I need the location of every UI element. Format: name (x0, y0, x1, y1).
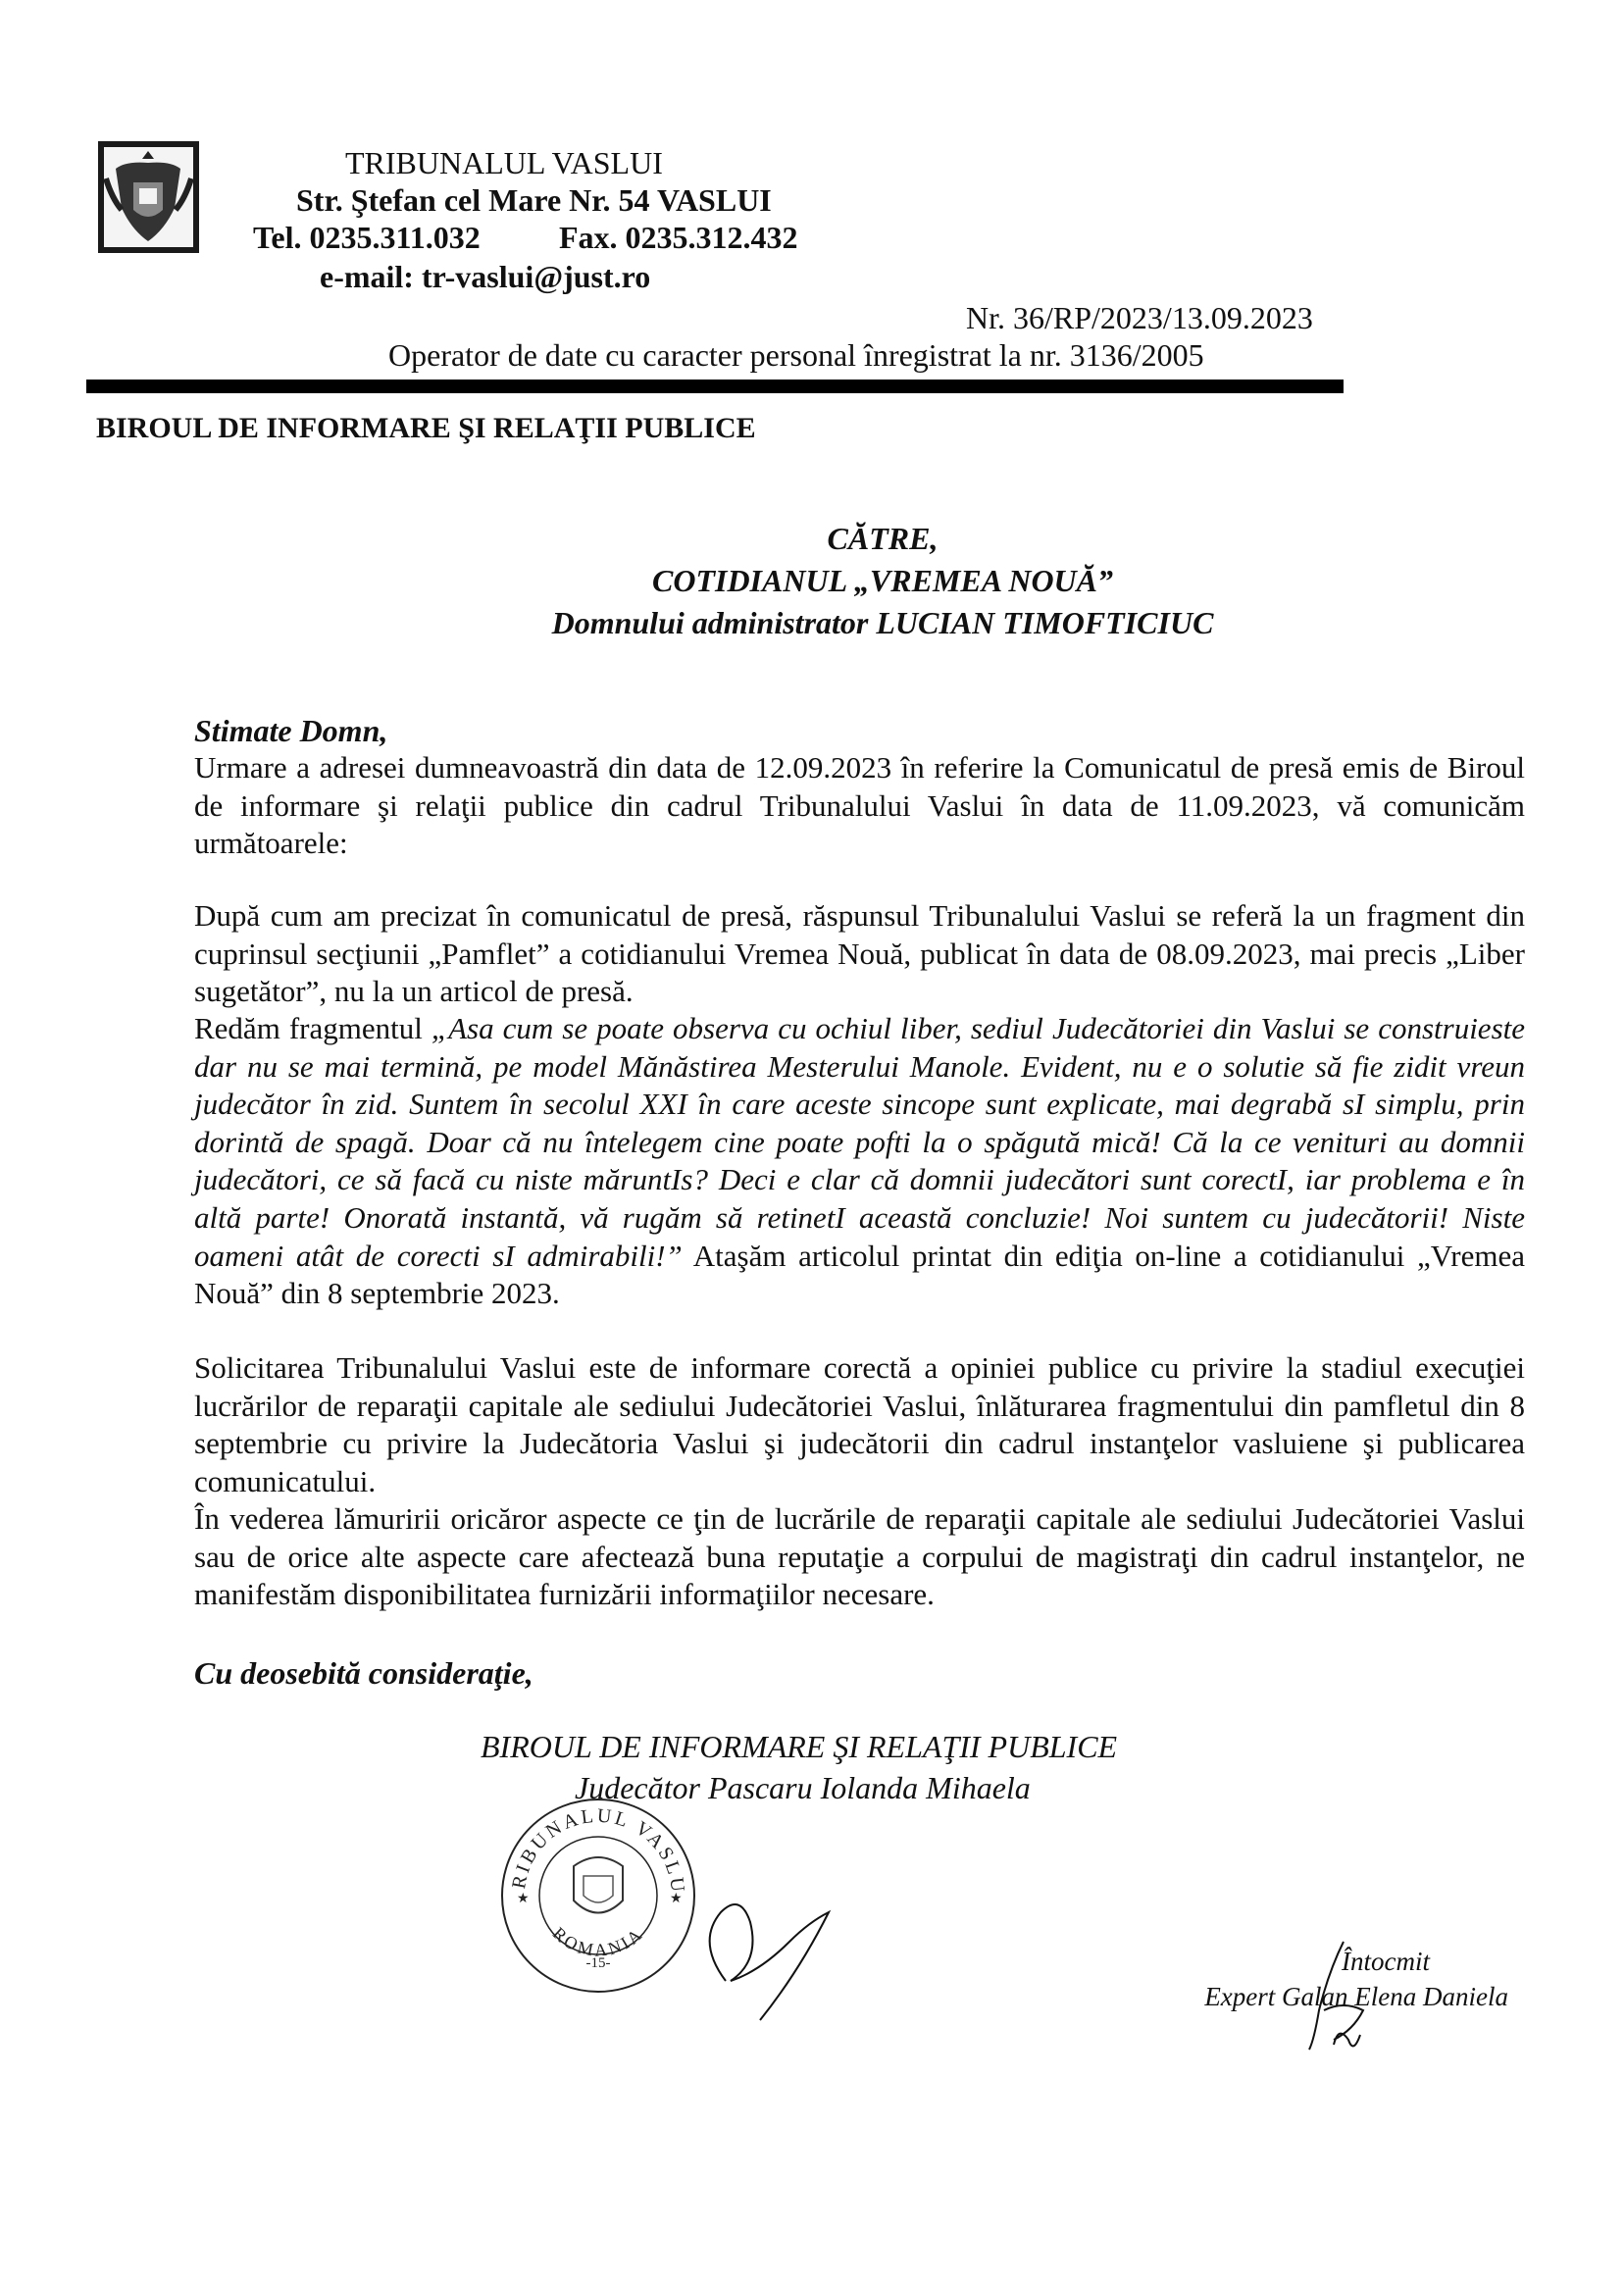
svg-text:★: ★ (670, 1892, 683, 1906)
romania-coat-of-arms-icon (96, 139, 201, 255)
court-name: TRIBUNALUL VASLUI (345, 145, 663, 180)
recipient-line-3: Domnului administrator LUCIAN TIMOFTICIUC (551, 605, 1214, 640)
paragraph-3 (194, 1010, 1525, 1313)
court-email: e-mail: tr-vaslui@just.ro (320, 259, 651, 294)
recipient-block (392, 518, 1373, 644)
pamphlet-quote: „Asa cum se poate observa cu ochiul liber, sediul Judecătoriei din Vaslui se construieste dar nu se mai termină, pe model Mănăstirea Mesterului Manole. Evident, nu e o solutie să fie zidit vreun judecător în zid. Suntem în secolul XXI în care aceste sincope sunt explicate, mai degrabă sI simplu, prin dorintă de spagă. Doar că nu întelegem cine poate pofti la o spăgută mică! Că la ce venituri au domnii judecători, ce să facă cu niste măruntIs? Deci e clar că domnii judecători sunt corectI, iar problema e în altă parte! Onorată instantă, vă rugăm să retinetI această concluzie! Noi suntem cu judecătorii! Niste oameni atât de corecti sI admirabili!” (194, 1011, 1526, 1273)
signature-department: BIROUL DE INFORMARE ŞI RELAŢII PUBLICE (481, 1729, 1118, 1764)
svg-text:TRIBUNALUL VASLUI (495, 1793, 688, 1896)
signature-judge-name: Judecător Pascaru Iolanda Mihaela (575, 1770, 1031, 1805)
handwritten-initials-icon (1275, 1932, 1393, 2069)
recipient-line-2: COTIDIANUL „VREMEA NOUĂ” (651, 563, 1113, 598)
stamp-bottom-text: ROMANIA (548, 1923, 648, 1960)
paragraph-1-content: Urmare a adresei dumneavoastră din data de 12.09.2023 în referire la Comunicatul de presă emis de Biroul de informare şi relaţii publice din cadrul Tribunalului Vaslui în data de 11.09.2023, vă comunicăm următoarele: (194, 750, 1525, 861)
prepared-by-name: Expert Galan Elena Daniela (1204, 1982, 1508, 2011)
svg-text:★: ★ (517, 1892, 530, 1906)
court-phone: Tel. 0235.311.032 (253, 220, 481, 255)
salutation: Stimate Domn, (194, 713, 388, 748)
paragraph-2-text: După cum am precizat în comunicatul de presă, răspunsul Tribunalului Vaslui se referă la un fragment din cuprinsul secţiunii „Pamflet” a cotidianului Vremea Nouă, publicat în data de 08.09.2023, mai precis „Liber sugetător”, nu la un articol de presă. (194, 898, 1525, 1009)
reference-number: Nr. 36/RP/2023/13.09.2023 (966, 300, 1313, 335)
paragraph-5 (194, 1500, 1525, 1614)
prepared-by-label: Întocmit (1342, 1947, 1430, 1976)
court-stamp-icon (495, 1793, 701, 1999)
paragraph-4 (194, 1349, 1525, 1500)
header-divider (86, 380, 1344, 393)
paragraph-1-text (194, 749, 1525, 863)
recipient-line-1: CĂTRE, (827, 521, 939, 556)
data-operator-note: Operator de date cu caracter personal înregistrat la nr. 3136/2005 (388, 337, 1204, 373)
paragraph-4-text: Solicitarea Tribunalului Vaslui este de informare corectă a opiniei publice cu privire la stadiul execuţiei lucrărilor de reparaţii capitale ale sediului Judecătoriei Vaslui, înlăturarea fragmentului din pamfletul din 8 septembrie cu privire la Judecătoria Vaslui şi judecătorii din cadrul instanţelor vasluiene şi publicarea comunicatului. (194, 1350, 1525, 1498)
stamp-outer-text: RIBUNALUL VASLU (508, 1804, 689, 1897)
paragraph-3-text (194, 1010, 1525, 1313)
stamp-number: -15- (585, 1955, 611, 1971)
paragraph-3-outro: Ataşăm articolul printat din ediţia on-line a cotidianului „Vremea Nouă” din 8 septembrie 2023. (194, 1238, 1525, 1311)
court-address: Str. Ştefan cel Mare Nr. 54 VASLUI (296, 182, 772, 218)
department-title: BIROUL DE INFORMARE ŞI RELAŢII PUBLICE (96, 412, 756, 444)
paragraph-1 (194, 749, 1525, 863)
paragraph-3-intro: Redăm fragmentul (194, 1011, 431, 1045)
paragraph-2 (194, 897, 1525, 1011)
paragraph-5-text: În vederea lămuririi oricăror aspecte ce ţin de lucrările de reparaţii capitale ale sediului Judecătoriei Vaslui sau de orice alte aspecte care afectează buna reputaţie a corpului de magistraţi din cadrul instanţelor, ne manifestăm disponibilitatea furnizării informaţiilor necesare. (194, 1501, 1525, 1612)
closing-formula: Cu deosebită consideraţie, (194, 1655, 533, 1691)
court-fax: Fax. 0235.312.432 (559, 220, 798, 255)
handwritten-signature-icon (686, 1863, 834, 2040)
